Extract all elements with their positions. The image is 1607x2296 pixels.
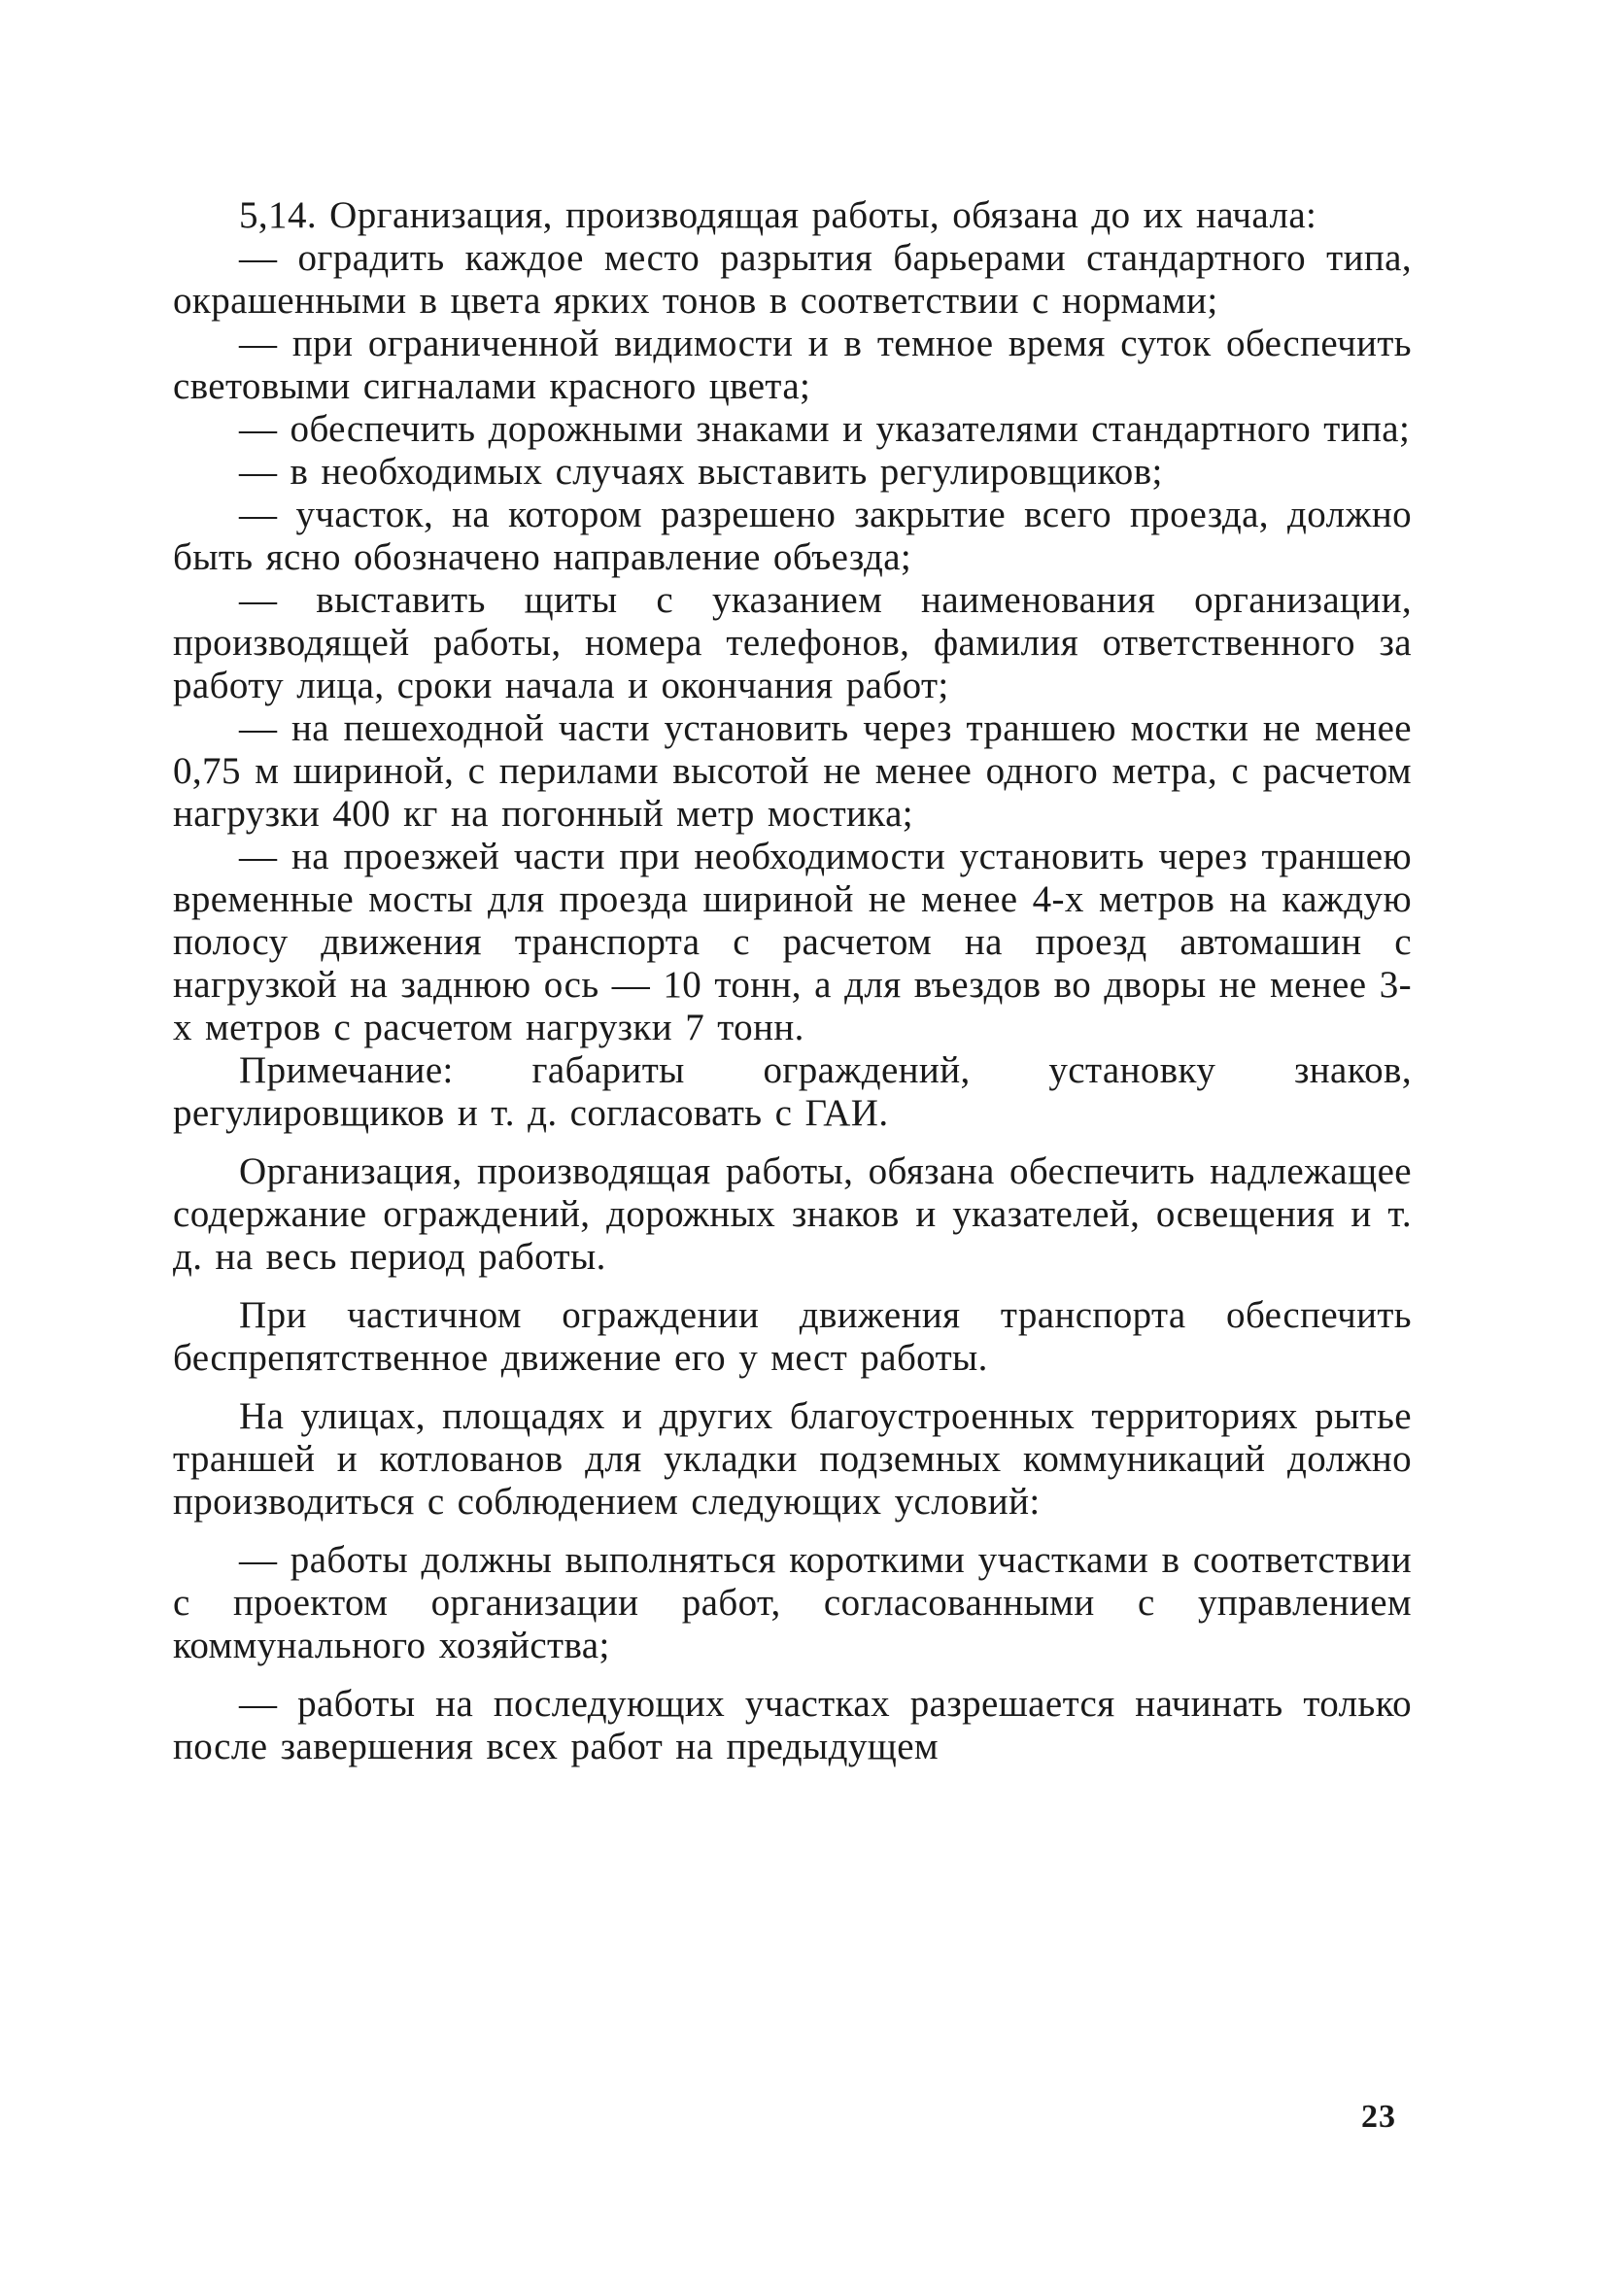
paragraph-partial-fencing: При частичном ограждении движения транспорта обеспечить беспрепятственное движение его у мест работы. (173, 1294, 1412, 1379)
body-text (173, 194, 1412, 1768)
page-number: 23 (1361, 2099, 1396, 2135)
list-item-subsequent-sections: — работы на последующих участках разрешается начинать только после завершения всех работ на предыдущем (173, 1683, 1412, 1767)
paragraph-maintenance: Организация, производящая работы, обязана обеспечить надлежащее содержание ограждений, дорожных знаков и указателей, освещения и т. д. на весь период работы. (173, 1150, 1412, 1278)
list-item-info-boards: — выставить щиты с указанием наименования организации, производящей работы, номера телефонов, фамилия ответственного за работу лица, сроки начала и окончания работ; (173, 579, 1412, 706)
list-item-vehicle-bridges: — на проезжей части при необходимости установить через траншею временные мосты для проезда шириной не менее 4-х метров на каждую полосу движения транспорта с расчетом на проезд автомашин с нагрузкой на заднюю ось — 10 тонн, а для въездов во дворы не менее 3-х метров с расчетом нагрузки 7 тонн. (173, 836, 1412, 1048)
list-item-signals: — при ограниченной видимости и в темное время суток обеспечить световыми сигналами красного цвета; (173, 323, 1412, 407)
document-page (173, 194, 1412, 2176)
list-item-short-sections: — работы должны выполняться короткими участками в соответствии с проектом организации работ, согласованными с управлением коммунального хозяйства; (173, 1539, 1412, 1666)
list-item-barriers: — оградить каждое место разрытия барьерами стандартного типа, окрашенными в цвета ярких тонов в соответствии с нормами; (173, 237, 1412, 322)
paragraph-trench-conditions: На улицах, площадях и других благоустроенных территориях рытье траншей и котлованов для укладки подземных коммуникаций должно производиться с соблюдением следующих условий: (173, 1395, 1412, 1523)
paragraph-5-14: 5,14. Организация, производящая работы, обязана до их начала: (239, 194, 1317, 236)
list-item-detour: — участок, на котором разрешено закрытие всего проезда, должно быть ясно обозначено направление объезда; (173, 494, 1412, 578)
list-item-pedestrian-bridges: — на пешеходной части установить через траншею мостки не менее 0,75 м шириной, с перилами высотой не менее одного метра, с расчетом нагрузки 400 кг на погонный метр мостика; (173, 707, 1412, 835)
list-item-traffic-controllers: — в необходимых случаях выставить регулировщиков; (239, 451, 1163, 493)
note-paragraph: Примечание: габариты ограждений, установку знаков, регулировщиков и т. д. согласовать с ГАИ. (173, 1049, 1412, 1134)
list-item-road-signs: — обеспечить дорожными знаками и указателями стандартного типа; (239, 408, 1411, 450)
